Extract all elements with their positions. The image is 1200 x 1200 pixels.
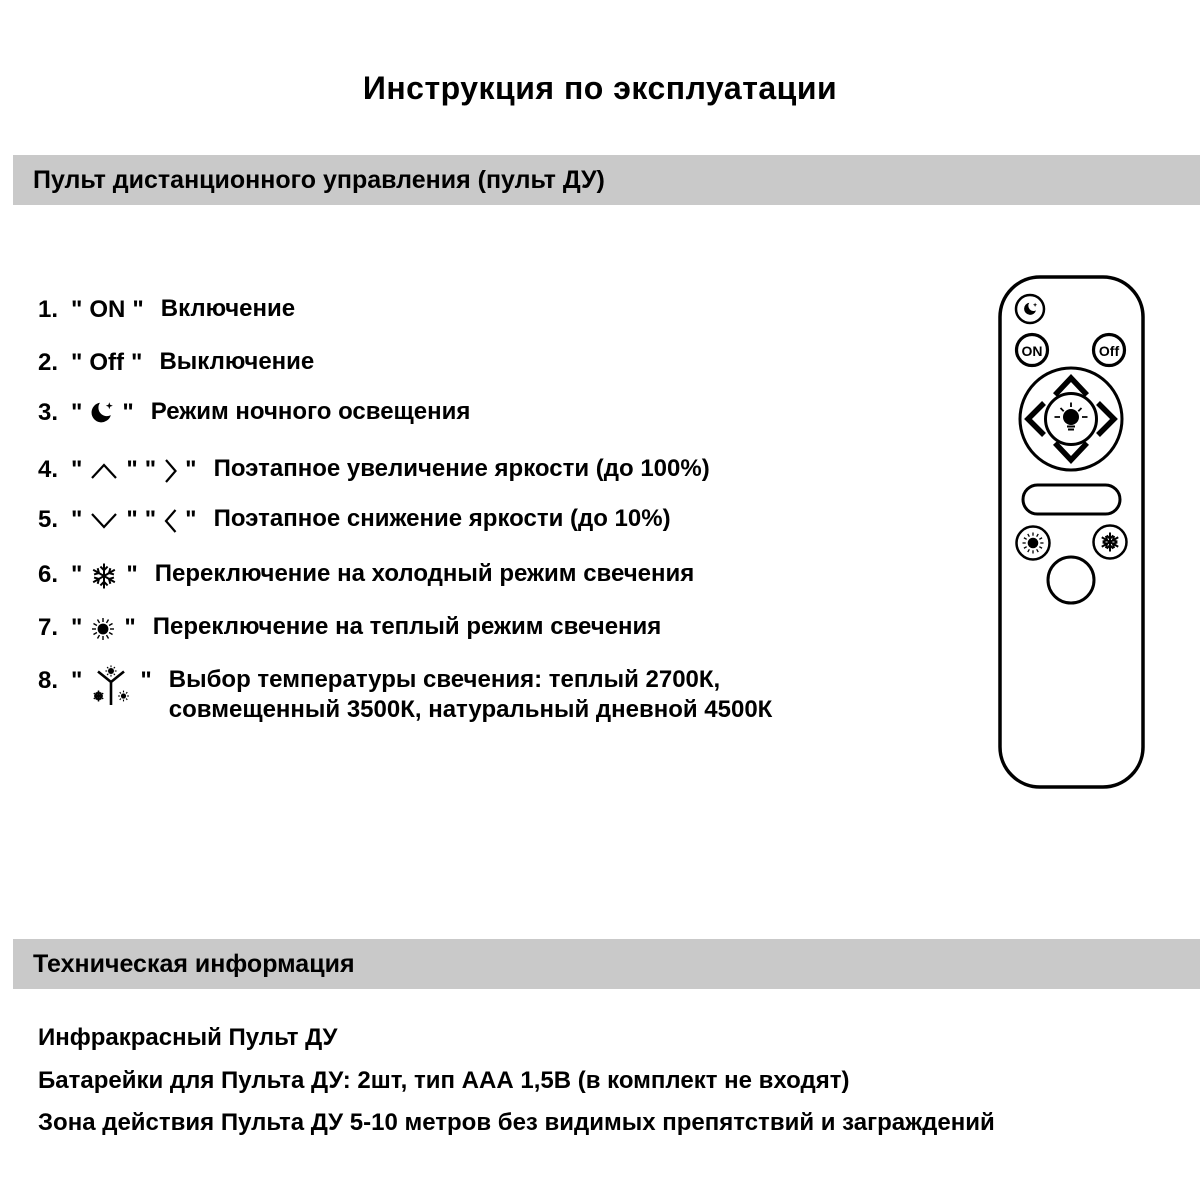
section-header-remote-label: Пульт дистанционного управления (пульт ДУ) [33,165,605,194]
item-description: Переключение на теплый режим свечения [152,613,662,640]
item-symbol-text: " [122,399,134,426]
item-description: Поэтапное увеличение яркости (до 100%) [213,455,710,482]
chevron-left-icon [163,507,178,535]
item-symbol-text: " [71,349,83,376]
item-number: 7. [38,614,59,641]
remote-off-label: Off [1098,343,1120,359]
tech-info-line: Зона действия Пульта ДУ 5-10 метров без видимых препятствий и заграждений [38,1109,995,1136]
item-symbol-text: " [126,506,138,533]
snowflake-icon [89,561,119,591]
item-symbol-text: " [185,506,197,533]
chevron-down-icon [89,511,119,531]
chevron-up-icon [89,461,119,481]
item-symbol-text: " [71,506,83,533]
item-symbol-text: " [71,561,83,588]
list-item [38,665,772,725]
remote-control-illustration [990,266,1160,801]
item-symbol-text: " [71,399,83,426]
item-symbol-text: " [71,667,83,694]
tech-info-line: Батарейки для Пульта ДУ: 2шт, тип ААА 1,5В (в комплект не входят) [38,1067,850,1094]
item-symbol-text: " [71,614,83,641]
list-item [38,612,661,644]
item-number: 6. [38,561,59,588]
color-temp-icon [89,665,133,707]
item-symbol-text: ON [89,296,126,323]
list-item [38,294,295,326]
list-item [38,347,314,379]
item-symbol-text: " [126,561,138,588]
item-symbol-text: " [124,614,136,641]
item-number: 5. [38,506,59,533]
remote-on-label: ON [1021,343,1043,359]
item-number: 8. [38,667,59,694]
item-description: Переключение на холодный режим свечения [154,560,695,587]
item-symbol-text: " [144,456,157,483]
item-number: 2. [38,349,59,376]
tech-info-line: Инфракрасный Пульт ДУ [38,1024,338,1051]
sun-icon [89,615,117,643]
item-number: 3. [38,399,59,426]
item-description: Режим ночного освещения [150,398,471,425]
item-symbol-text: " [71,456,83,483]
list-item [38,397,470,429]
section-header-tech [13,939,1200,989]
list-item [38,504,671,536]
item-description: Выключение [159,348,315,375]
section-header-remote [13,155,1200,205]
item-number: 1. [38,296,59,323]
item-symbol-text: " [71,296,83,323]
item-symbol-text: " [140,667,152,694]
section-header-tech-label: Техническая информация [33,949,355,978]
item-symbol-text: " [132,296,144,323]
item-symbol-text: " [126,456,138,483]
item-symbol-text: " [185,456,197,483]
item-number: 4. [38,456,59,483]
item-description: Выбор температуры свечения: теплый 2700К, совмещенный 3500К, натуральный дневной 4500К [168,666,773,723]
page-title: Инструкция по эксплуатации [362,70,838,106]
item-description: Поэтапное снижение яркости (до 10%) [213,505,671,532]
item-description: Включение [160,295,296,322]
moon-icon [89,400,115,426]
list-item [38,559,694,591]
chevron-right-icon [163,457,178,485]
item-symbol-text: Off [89,349,125,376]
item-symbol-text: " [144,506,157,533]
item-symbol-text: " [131,349,143,376]
list-item [38,454,710,486]
